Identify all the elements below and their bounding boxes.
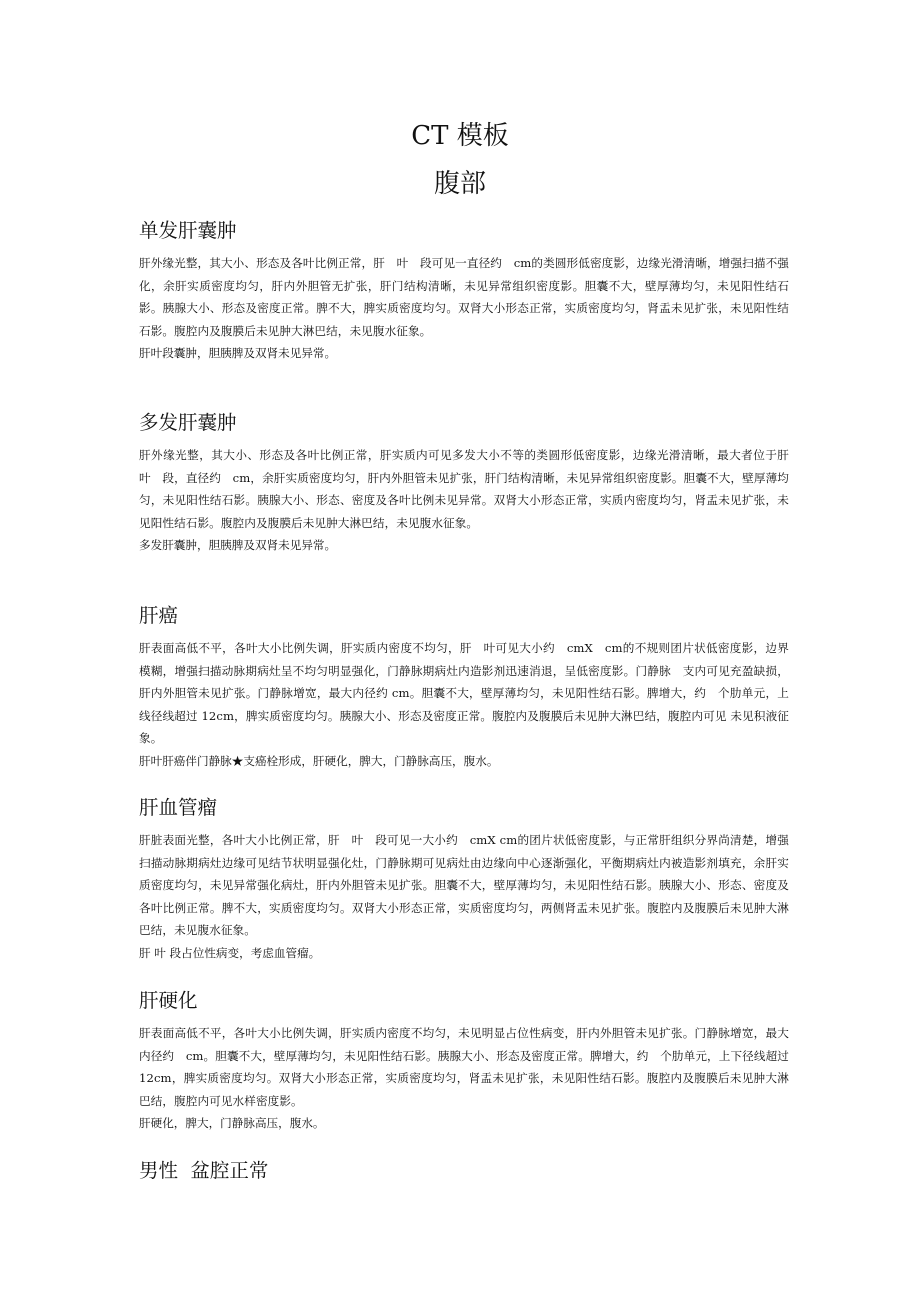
section-heading: 肝硬化 bbox=[139, 989, 198, 1012]
section-description: 肝外缘光整，其大小、形态及各叶比例正常，肝 叶 段可见一直径约 cm的类圆形低密度影，边缘光滑清晰，增强扫描不强化，余肝实质密度均匀，肝内外胆管无扩张，肝门结构清晰，未见异常组织密度影。胆囊不大，壁厚薄均匀，未见阳性结石影。胰腺大小、形态及密度正常。脾不大，脾实质密度均匀。双肾大小形态正常，实质密度均匀，肾盂未见扩张，未见阳性结石影。腹腔内及腹膜后未见肿大淋巴结，未见腹水征象。 bbox=[139, 256, 789, 338]
section-conclusion: 肝叶肝癌伴门静脉★支癌栓形成，肝硬化，脾大，门静脉高压，腹水。 bbox=[139, 753, 499, 768]
section-conclusion: 肝硬化，脾大，门静脉高压，腹水。 bbox=[139, 1116, 325, 1130]
section-single-liver-cyst bbox=[139, 218, 789, 365]
section-conclusion: 肝 叶 段占位性病变，考虑血管瘤。 bbox=[139, 945, 321, 960]
document-title: CT 模板 bbox=[411, 121, 509, 151]
section-heading: 多发肝囊肿 bbox=[139, 411, 237, 434]
section-liver-hemangioma bbox=[139, 795, 789, 964]
section-description: 肝表面高低不平，各叶大小比例失调，肝实质内密度不均匀，未见明显占位性病变，肝内外胆管未见扩张。门静脉增宽，最大内径约 cm。胆囊不大，壁厚薄均匀，未见阳性结石影。胰腺大小、形态及密度正常。脾增大，约 个肋单元，上下径线超过12cm，脾实质密度均匀。双肾大小形态正常，实质密度均匀，肾盂未见扩张，未见阳性结石影。腹腔内及腹膜后未见肿大淋巴结，腹腔内可见水样密度影。 bbox=[139, 1026, 789, 1108]
document-subtitle: 腹部 bbox=[433, 169, 486, 199]
section-description: 肝表面高低不平，各叶大小比例失调，肝实质内密度不均匀，肝 叶可见大小约 cmX cm的不规则团片状低密度影，边界模糊，增强扫描动脉期病灶呈不均匀明显强化，门静脉期病灶内造影剂迅速消退，呈低密度影。门静脉 支内可见充盈缺损，肝内外胆管未见扩张。门静脉增宽，最大内径约 cm。胆囊不大，壁厚薄均匀，未见阳性结石影。脾增大，约 个肋单元，上线径线超过 12cm，脾实质密度均匀。胰腺大小、形态及密度正常。腹腔内及腹膜后未见肿大淋巴结，腹腔内可见 未见积液征象。 bbox=[139, 641, 789, 745]
section-heading: 肝癌 bbox=[139, 604, 179, 627]
section-liver-cirrhosis bbox=[139, 988, 789, 1135]
section-conclusion: 肝叶段囊肿，胆胰脾及双肾未见异常。 bbox=[139, 346, 337, 360]
section-liver-cancer bbox=[139, 603, 789, 772]
section-heading: 肝血管瘤 bbox=[139, 796, 218, 819]
section-description: 肝外缘光整，其大小、形态及各叶比例正常，肝实质内可见多发大小不等的类圆形低密度影，边缘光滑清晰，最大者位于肝 叶 段，直径约 cm，余肝实质密度均匀，肝内外胆管未见扩张，肝门结构清晰，未见异常组织密度影。胆囊不大，壁厚薄均匀，未见阳性结石影。胰腺大小、形态、密度及各叶比例未见异常。双肾大小形态正常，实质内密度均匀，肾盂未见扩张，未见阳性结石影。腹腔内及腹膜后未见肿大淋巴结，未见腹水征象。 bbox=[139, 448, 801, 530]
section-multiple-liver-cysts bbox=[139, 410, 801, 557]
section-description: 肝脏表面光整，各叶大小比例正常，肝 叶 段可见一大小约 cmX cm的团片状低密度影，与正常肝组织分界尚清楚，增强扫描动脉期病灶边缘可见结节状明显强化灶，门静脉期可见病灶由边缘向中心逐渐强化，平衡期病灶内被造影剂填充，余肝实质密度均匀，未见异常强化病灶，肝内外胆管未见扩张。胆囊不大，壁厚薄均匀，未见阳性结石影。胰腺大小、形态、密度及各叶比例正常。脾不大，实质密度均匀。双肾大小形态正常，实质密度均匀，两侧肾盂未见扩张。腹腔内及腹膜后未见肿大淋巴结，未见腹水征象。 bbox=[139, 833, 789, 937]
section-heading: 男性 盆腔正常 bbox=[139, 1159, 269, 1182]
section-heading: 单发肝囊肿 bbox=[139, 219, 237, 242]
section-male-pelvis-normal bbox=[139, 1158, 789, 1192]
section-conclusion: 多发肝囊肿，胆胰脾及双肾未见异常。 bbox=[139, 538, 337, 552]
